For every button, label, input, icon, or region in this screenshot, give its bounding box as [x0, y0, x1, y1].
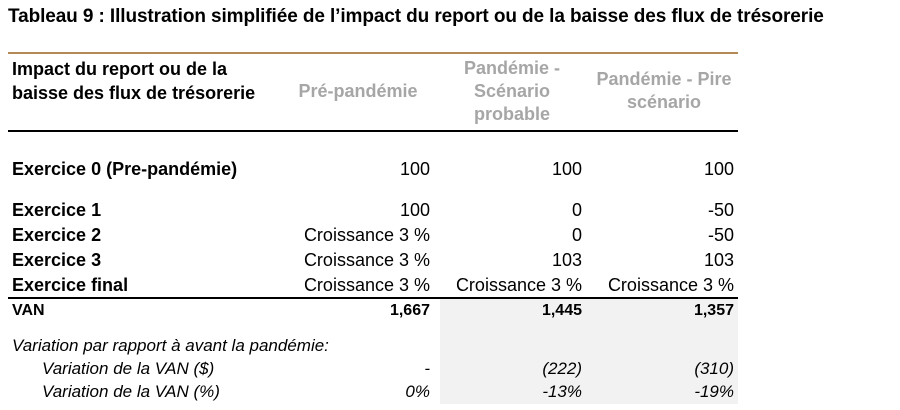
cell-variation-dollars-scenario-probable: (222) [542, 359, 582, 378]
header-rule [8, 130, 738, 132]
cell-exercice-3-pre-pandemie: Croissance 3 % [303, 250, 430, 270]
cell-exercice-1-scenario-probable: 0 [571, 200, 582, 220]
cell-exercice-final-pire-scenario: Croissance 3 % [607, 275, 734, 295]
cell-van-pire-scenario: 1,357 [693, 302, 734, 319]
cell-variation-dollars-pire-scenario: (310) [694, 359, 734, 378]
cell-exercice-0-pire-scenario: 100 [703, 159, 734, 179]
cell-exercice-3-pire-scenario: 103 [703, 250, 734, 270]
cell-exercice-0-pre-pandemie: 100 [399, 159, 430, 179]
cell-exercice-final-pre-pandemie: Croissance 3 % [303, 275, 430, 295]
row-label-exercice-final: Exercice final [12, 275, 129, 295]
cell-variation-percent-pire-scenario: -19% [694, 382, 734, 401]
row-label-variation-van-percent: Variation de la VAN (%) [42, 382, 220, 401]
row-label-variation-van-dollars: Variation de la VAN ($) [42, 359, 215, 378]
cell-variation-percent-scenario-probable: -13% [542, 382, 582, 401]
row-label-exercice-1: Exercice 1 [12, 200, 102, 220]
cell-exercice-2-pire-scenario: -50 [707, 225, 734, 245]
header-pire-scenario: Pandémie - Pire scénario [596, 69, 732, 112]
cell-exercice-2-pre-pandemie: Croissance 3 % [303, 225, 430, 245]
cell-exercice-1-pre-pandemie: 100 [399, 200, 430, 220]
table-title: Tableau 9 : Illustration simplifiée de l’impact du report ou de la baisse des flux de trésorerie [8, 6, 824, 27]
cell-variation-percent-pre-pandemie: 0% [405, 382, 430, 401]
row-label-van: VAN [12, 302, 45, 319]
cell-variation-dollars-pre-pandemie: - [424, 359, 430, 378]
cell-van-pre-pandemie: 1,667 [389, 302, 430, 319]
cell-exercice-1-pire-scenario: -50 [707, 200, 734, 220]
cell-exercice-3-scenario-probable: 103 [551, 250, 582, 270]
cell-exercice-2-scenario-probable: 0 [571, 225, 582, 245]
header-scenario-probable: Pandémie - Scénario probable [463, 58, 561, 124]
header-pre-pandemie: Pré-pandémie [298, 81, 418, 101]
header-first-column: Impact du report ou de la baisse des flux de trésorerie [12, 59, 256, 103]
row-label-exercice-0: Exercice 0 (Pre-pandémie) [12, 159, 238, 179]
cell-van-scenario-probable: 1,445 [541, 302, 582, 319]
row-label-exercice-3: Exercice 3 [12, 250, 102, 270]
variation-heading: Variation par rapport à avant la pandémie: [12, 336, 329, 355]
cell-exercice-final-scenario-probable: Croissance 3 % [455, 275, 582, 295]
cell-exercice-0-scenario-probable: 100 [551, 159, 582, 179]
row-label-exercice-2: Exercice 2 [12, 225, 102, 245]
table-top-rule [8, 52, 738, 54]
